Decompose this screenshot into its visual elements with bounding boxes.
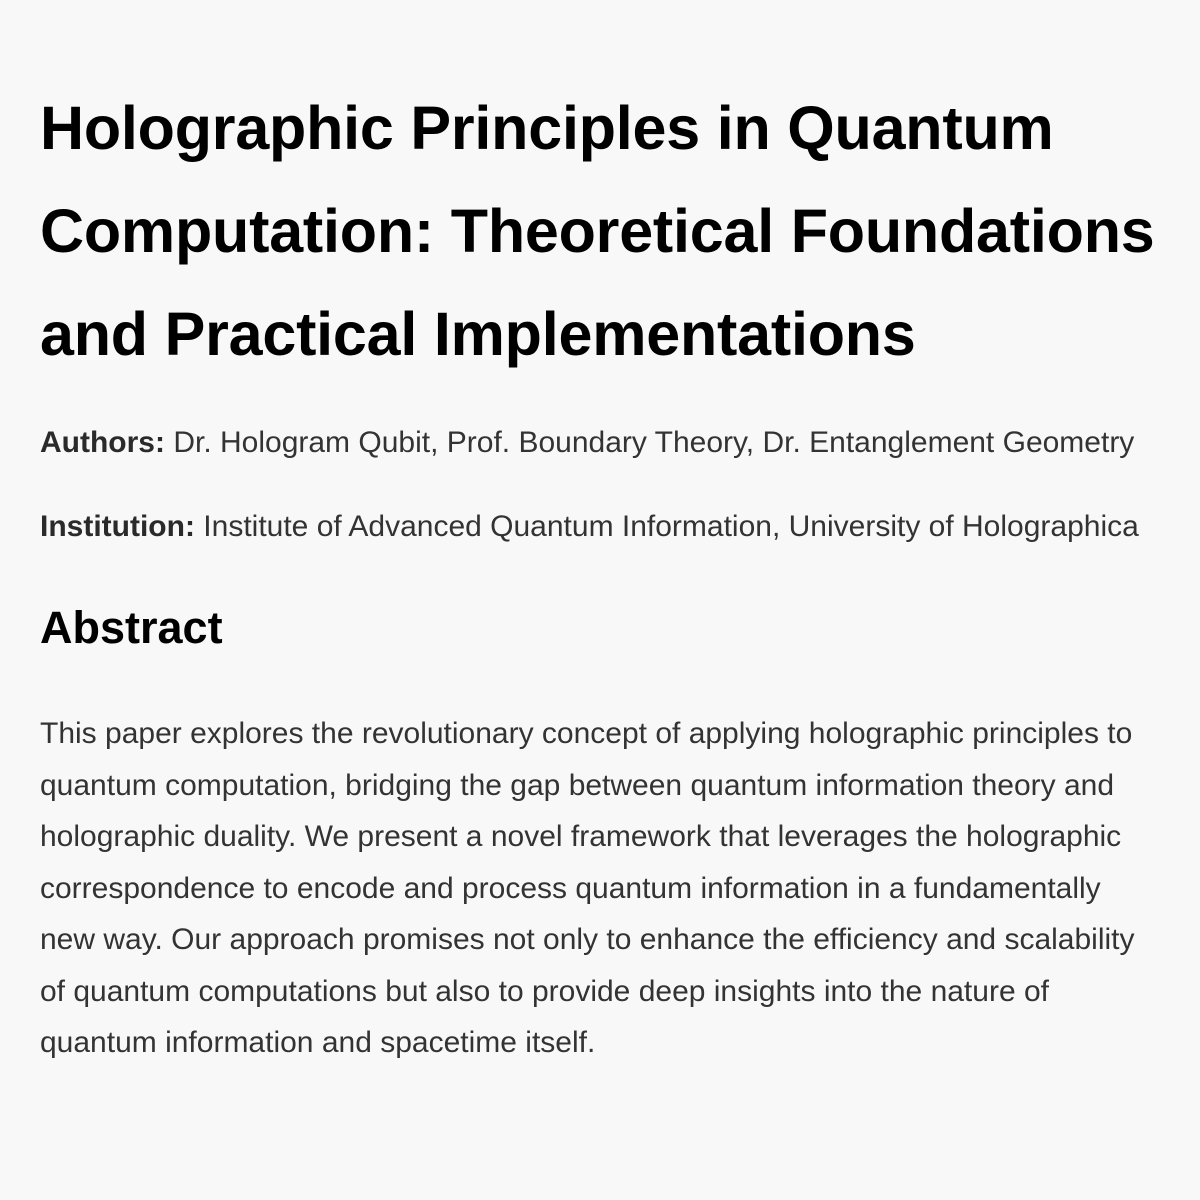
abstract-heading: Abstract xyxy=(40,602,223,653)
institution-value: Institute of Advanced Quantum Information, University of Holographica xyxy=(203,510,1139,543)
authors-line xyxy=(40,417,1160,468)
authors-label: Authors: xyxy=(40,426,165,459)
abstract-text: This paper explores the revolutionary concept of applying holographic principles to quantum computation, bridging the gap between quantum information theory and holographic duality. We present a novel framework that leverages the holographic correspondence to encode and process quantum information in a fundamentally new way. Our approach promises not only to enhance the efficiency and scalability of quantum computations but also to provide deep insights into the nature of quantum information and spacetime itself. xyxy=(40,717,1135,1059)
institution-line xyxy=(40,501,1160,552)
paper-title: Holographic Principles in Quantum Computation: Theoretical Foundations and Practical Implementations xyxy=(40,94,1155,368)
authors-value: Dr. Hologram Qubit, Prof. Boundary Theory, Dr. Entanglement Geometry xyxy=(173,426,1135,459)
institution-label: Institution: xyxy=(40,510,195,543)
